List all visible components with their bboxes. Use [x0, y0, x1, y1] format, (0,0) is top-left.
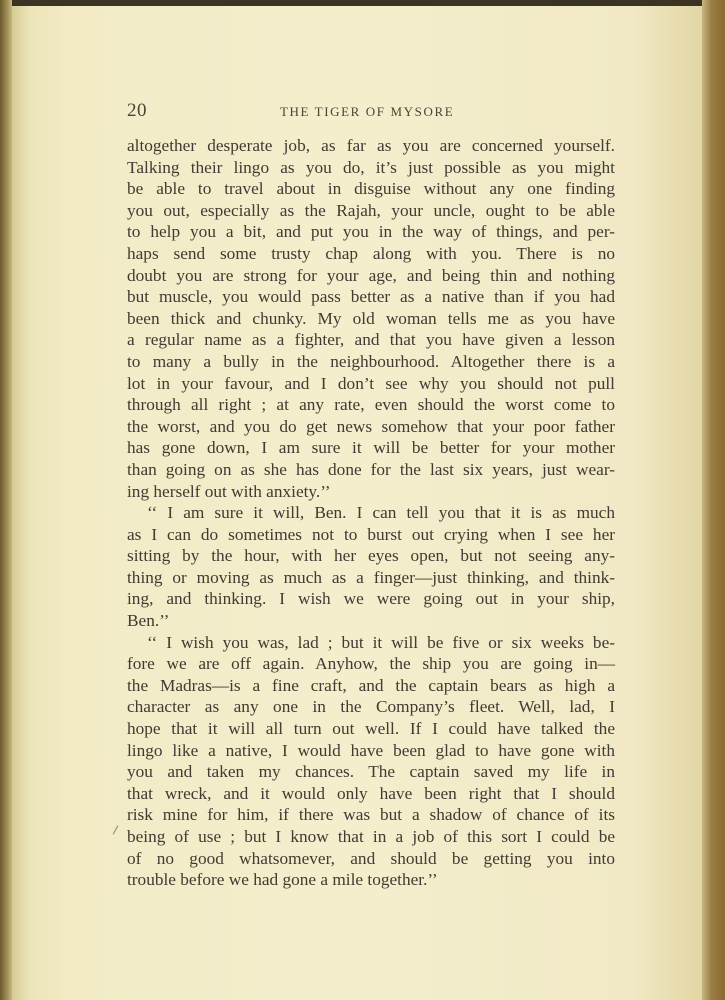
text-line: ing, and thinking. I wish we were going out in your ship,	[127, 589, 615, 609]
text-line: to help you a bit, and put you in the way of things, and per-	[127, 222, 615, 242]
text-line: sitting by the hour, with her eyes open, but not seeing any-	[127, 546, 615, 566]
page-header	[127, 100, 615, 124]
text-line: you and taken my chances. The captain saved my life in	[127, 762, 615, 782]
page-number: 20	[127, 100, 147, 121]
book-gutter	[0, 0, 12, 1000]
book-fore-edge	[702, 0, 725, 1000]
text-line: of no good whatsomever, and should be getting you into	[127, 848, 615, 868]
text-line: as I can do sometimes not to burst out crying when I see her	[127, 524, 615, 544]
text-line: the worst, and you do get news somehow that your poor father	[127, 416, 615, 436]
text-line: but muscle, you would pass better as a native than if you had	[127, 287, 615, 307]
running-title: THE TIGER OF MYSORE	[280, 104, 455, 119]
text-line: thing or moving as much as a finger—just thinking, and think-	[127, 567, 615, 587]
text-line: being of use ; but I know that in a job of this sort I could be	[127, 827, 615, 846]
text-line: ing herself out with anxiety.’’	[127, 481, 331, 501]
text-line: Talking their lingo as you do, it’s just possible as you might	[127, 157, 615, 177]
text-line: that wreck, and it would only have been right that I should	[127, 783, 615, 803]
text-line: be able to travel about in disguise without any one finding	[127, 179, 615, 199]
text-line: the Madras—is a fine craft, and the captain bears as high a	[127, 675, 615, 695]
text-line: fore we are off again. Anyhow, the ship you are going in—	[127, 654, 615, 674]
text-line: been thick and chunky. My old woman tells me as you have	[127, 308, 615, 328]
text-line: than going on as she has done for the last six years, just wear-	[127, 459, 615, 479]
text-line: hope that it will all turn out well. If I could have talked the	[127, 719, 615, 739]
text-line: haps send some trusty chap along with you. There is no	[127, 243, 615, 263]
text-line: to many a bully in the neighbourhood. Altogether there is a	[127, 351, 615, 371]
text-line: lingo like a native, I would have been glad to have gone with	[127, 740, 615, 760]
body-text	[127, 135, 615, 891]
text-line: trouble before we had gone a mile together.’’	[127, 870, 438, 890]
text-line: ‘‘ I wish you was, lad ; but it will be five or six weeks be-	[147, 632, 615, 652]
text-line: doubt you are strong for your age, and being thin and nothing	[127, 265, 615, 285]
text-line: Ben.’’	[127, 611, 170, 631]
text-line: ‘‘ I am sure it will, Ben. I can tell you that it is as much	[147, 503, 615, 523]
text-line: altogether desperate job, as far as you are concerned yourself.	[127, 136, 615, 155]
text-line: you out, especially as the Rajah, your uncle, ought to be able	[127, 200, 615, 220]
text-line: has gone down, I am sure it will be better for your mother	[127, 438, 615, 458]
text-line: character as any one in the Company’s fleet. Well, lad, I	[127, 697, 615, 717]
text-line: risk mine for him, if there was but a shadow of chance of its	[127, 805, 615, 825]
text-line: a regular name as a fighter, and that you have given a lesson	[127, 330, 615, 350]
text-line: through all right ; at any rate, even should the worst come to	[127, 395, 615, 415]
text-line: lot in your favour, and I don’t see why you should not pull	[127, 373, 615, 393]
